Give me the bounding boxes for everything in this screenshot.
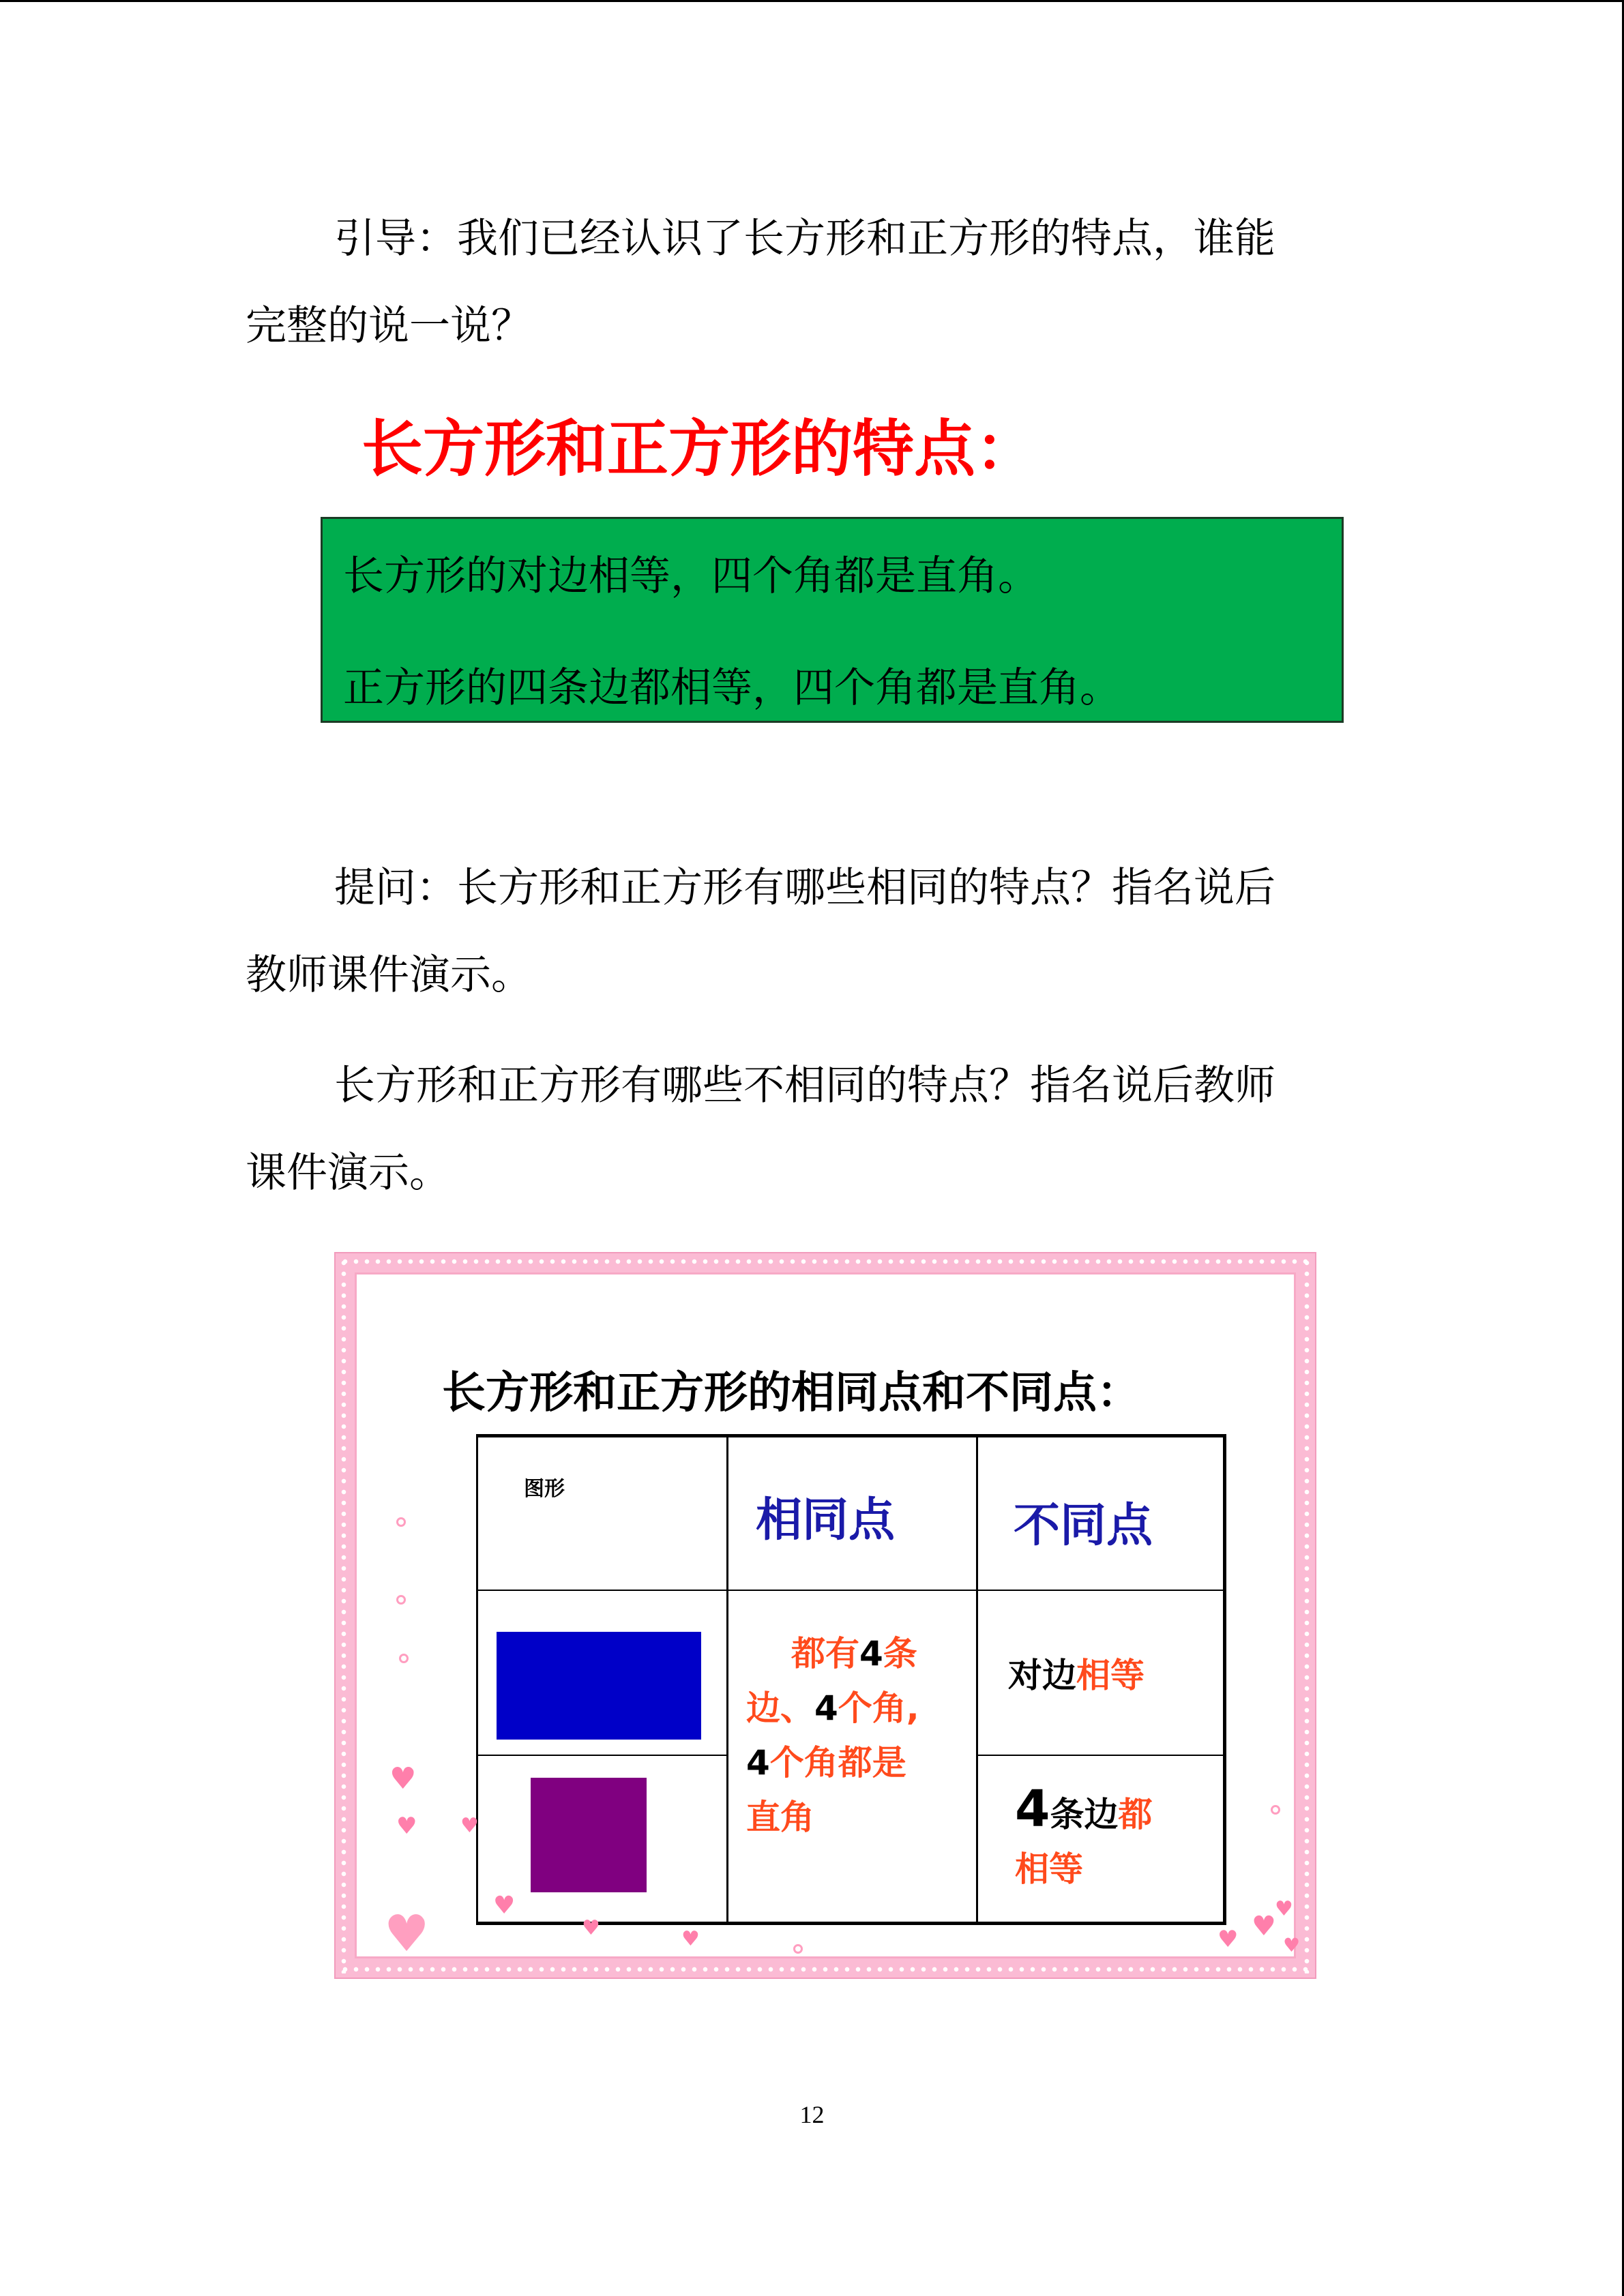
decor-ring [399,1654,409,1663]
heart-icon: ♥ [389,1761,417,1796]
frame-dots-top [340,1259,1311,1264]
table-border-top [476,1434,1226,1437]
decor-ring [793,1944,803,1954]
purple-square [531,1778,647,1892]
table-divider-header [476,1590,1226,1591]
comparison-slide-image [334,1252,1316,1979]
decor-ring [396,1517,406,1527]
comparison-table [476,1434,1226,1925]
page-number: 12 [799,2101,825,2128]
heart-icon: ♥ [1217,1926,1239,1953]
slide-content [355,1272,1301,1963]
question2-line2: 课件演示。 [246,1149,450,1197]
question1-line2: 教师课件演示。 [246,951,532,999]
heart-icon: ♥ [460,1814,479,1838]
question1-line1: 提问：长方形和正方形有哪些相同的特点？指名说后 [334,864,1275,912]
header-shape: 图形 [524,1477,565,1501]
blue-rectangle [497,1632,701,1740]
diff-rectangle-text: 对边相等 [1008,1656,1145,1695]
question2-line1: 长方形和正方形有哪些不相同的特点？指名说后教师 [334,1062,1275,1109]
heart-icon: ♥ [1275,1897,1293,1921]
same-features-text: 都有4条 边、4个角, 4个角都是 直角 [746,1634,919,1837]
heart-icon: ♥ [1252,1911,1276,1942]
table-divider-shape-row [476,1755,726,1756]
table-border-left [476,1434,478,1925]
square-feature-text: 正方形的四条边都相等，四个角都是直角。 [343,664,1121,712]
header-same: 相同点 [756,1493,896,1547]
table-divider-col2 [976,1434,978,1925]
heart-icon: ♥ [1283,1934,1301,1956]
decor-ring [1271,1805,1280,1815]
frame-dots-left [341,1257,346,1973]
heart-icon: ♥ [493,1892,516,1920]
slide-title: 长方形和正方形的相同点和不同点： [442,1368,1140,1418]
table-divider-col1 [726,1434,728,1925]
diff-square-text: 4条边都 相等 [1015,1780,1153,1889]
page-border-top [0,0,1624,2]
heart-icon: ♥ [396,1813,417,1840]
heart-icon: ♥ [384,1905,430,1963]
rectangle-feature-text: 长方形的对边相等，四个角都是直角。 [343,552,1039,600]
section-heading: 长方形和正方形的特点： [361,413,1037,485]
heart-icon: ♥ [582,1916,600,1940]
table-divider-diff-row [976,1755,1226,1756]
frame-dots-right [1304,1257,1310,1973]
features-box [321,517,1344,723]
frame-dots-bottom [340,1967,1311,1972]
table-border-right [1223,1434,1226,1925]
intro-paragraph-line2: 完整的说一说？ [246,302,532,350]
intro-paragraph-line1: 引导：我们已经认识了长方形和正方形的特点，谁能 [334,215,1275,263]
heart-icon: ♥ [681,1927,700,1951]
header-diff: 不同点 [1014,1499,1153,1553]
decor-ring [396,1595,406,1605]
